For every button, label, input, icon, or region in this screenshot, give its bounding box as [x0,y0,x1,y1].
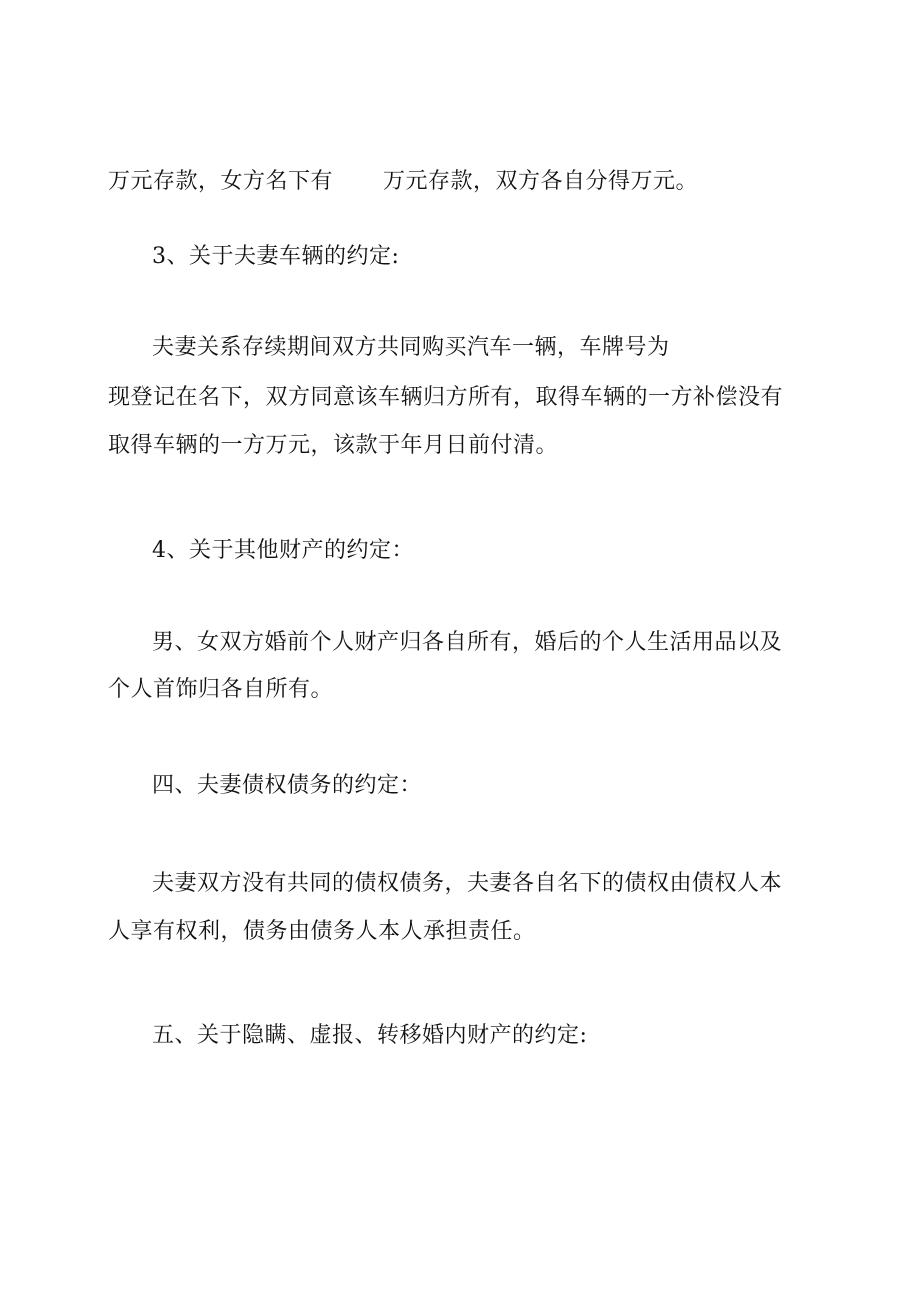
section4-paragraph-line2 [0,670,920,710]
part4-text-line1: 夫妻双方没有共同的债权债务，夫妻各自名下的债权由债权人本 [152,871,783,896]
paragraph-line-savings [0,162,920,202]
section4-heading [0,531,920,571]
section4-paragraph-line1 [0,623,920,663]
section3-paragraph-line1 [0,328,920,368]
part5-heading [0,1016,920,1056]
section4-heading-text: 4、关于其他财产的约定： [152,538,414,563]
section4-text-line2: 个人首饰归各自所有。 [108,677,334,702]
section3-text-line3: 取得车辆的一方万元，该款于年月日前付清。 [108,433,559,458]
section3-text-line2: 现登记在名下，双方同意该车辆归方所有，取得车辆的一方补偿没有 [108,385,784,410]
part4-heading [0,766,920,806]
section3-paragraph-line2 [0,378,920,418]
section3-heading [0,237,920,277]
savings-text-part1: 万元存款，女方名下有 [108,169,334,194]
section3-heading-text: 3、关于夫妻车辆的约定: [152,244,400,269]
section3-text-line1: 夫妻关系存续期间双方共同购买汽车一辆，车牌号为 [152,335,670,360]
part4-text-line2: 人享有权利，债务由债务人本人承担责任。 [108,919,536,944]
part4-paragraph-line2 [0,912,920,952]
savings-text-part2: 万元存款，双方各自分得万元。 [383,169,699,194]
part5-heading-text: 五、关于隐瞒、虚报、转移婚内财产的约定: [152,1023,588,1048]
part4-heading-text: 四、夫妻债权债务的约定： [152,773,423,798]
section4-text-line1: 男、女双方婚前个人财产归各自所有，婚后的个人生活用品以及 [152,630,783,655]
part4-paragraph-line1 [0,864,920,904]
section3-paragraph-line3 [0,426,920,466]
